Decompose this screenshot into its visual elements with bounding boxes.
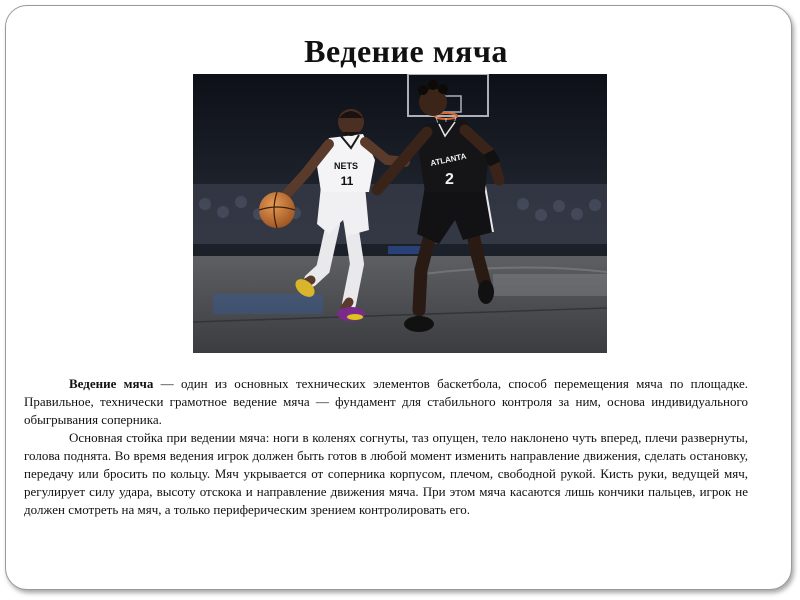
- white-jersey-text: NETS: [333, 161, 359, 171]
- basketball-dribbling-photo: [193, 74, 607, 353]
- slide-title: Ведение мяча: [304, 33, 508, 69]
- paragraph-definition: [24, 375, 748, 429]
- paragraph-definition-text: — один из основных технических элементов баскетбола, способ перемещения мяча по площадке. Правильное, технически грамотное ведение мяча — фундамент для стабильного контроля за ним, основа индивидуального обыгрывания соперника.: [24, 376, 748, 427]
- black-jersey-text: ATLANTA: [429, 151, 468, 168]
- paragraph-stance: Основная стойка при ведении мяча: ноги в коленях согнуты, таз опущен, тело наклонено чуть вперед, плечи развернуты, голова поднята. Во время ведения игрок должен быть готов в любой момент изменить направление движения, сделать остановку, передачу или бросить по кольцу. Мяч укрывается от соперника корпусом, плечом, свободной рукой. Кисть руки, ведущей мяч, регулирует силу удара, высоту отскока и направление движения мяча. При этом мяча касаются лишь кончики пальцев, игрок не должен смотреть на мяч, а только периферическим зрением контролировать его.: [24, 430, 748, 517]
- white-jersey-number: 11: [340, 174, 354, 188]
- body-text: [24, 375, 748, 519]
- black-jersey-number: 2: [445, 171, 454, 188]
- basketball-icon: [259, 192, 295, 228]
- term-dribbling: Ведение мяча: [69, 376, 154, 391]
